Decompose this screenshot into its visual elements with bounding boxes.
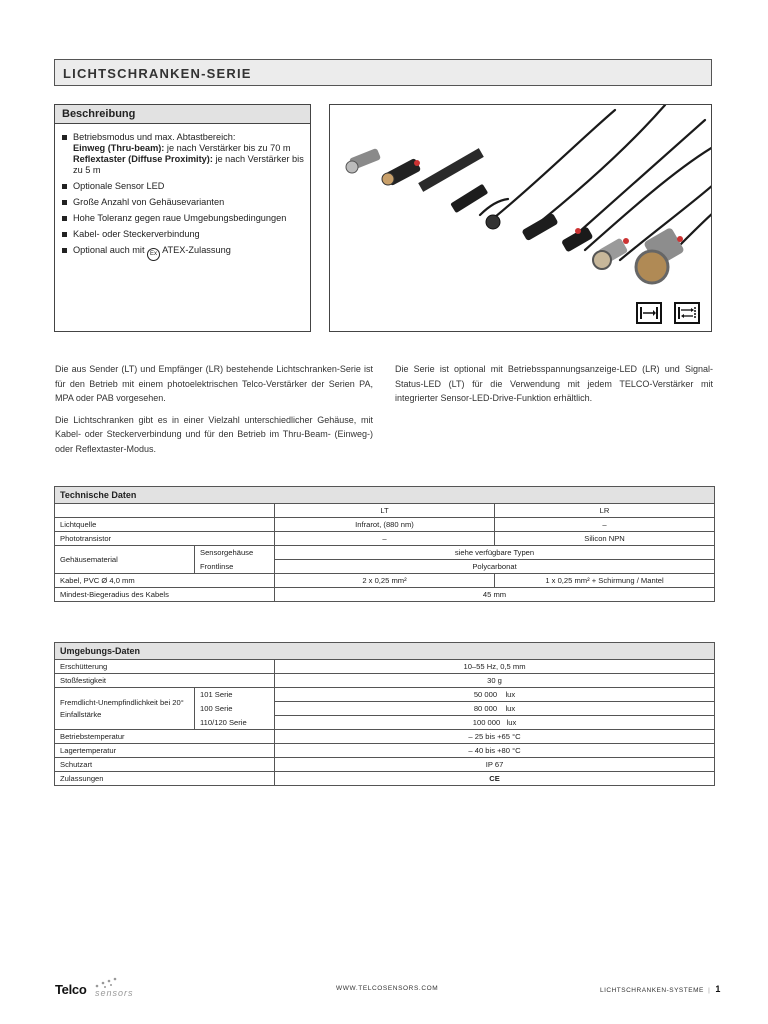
- technical-data-table: [54, 486, 715, 602]
- table-row: Stoßfestigkeit 30 g: [55, 674, 715, 688]
- sensor-product-illustration: [330, 105, 712, 332]
- column-header-lr: LR: [495, 504, 715, 518]
- intro-paragraph: Die Lichtschranken gibt es in einer Vielzahl unterschiedlicher Gehäuse, mit Kabel- oder Steckerverbindung und für den Betrieb im Thru-Beam- (Einweg-) oder Reflextaster-Modus.: [55, 414, 373, 454]
- column-header-lt: LT: [275, 504, 495, 518]
- table-row: 110/120 Serie 100 000 lux: [55, 716, 715, 730]
- feature-list: [55, 124, 310, 261]
- telco-logo: Telco sensors: [55, 978, 165, 1002]
- atex-ex-icon: Ex: [147, 248, 160, 261]
- table-row: Fremdlicht-Unempfindlichkeit bei 20° Einfallstärke 101 Serie 50 000 lux: [55, 688, 715, 702]
- table-row: Lichtquelle Infrarot, (880 nm) –: [55, 518, 715, 532]
- environment-data-heading: Umgebungs-Daten: [55, 643, 715, 660]
- table-row: Frontlinse Polycarbonat: [55, 560, 715, 574]
- table-row: Phototransistor – Silicon NPN: [55, 532, 715, 546]
- page-title-bar: [54, 59, 712, 86]
- table-row: Schutzart IP 67: [55, 758, 715, 772]
- page-title: LICHTSCHRANKEN-SERIE: [63, 66, 252, 81]
- table-row: 100 Serie 80 000 lux: [55, 702, 715, 716]
- table-row: Betriebstemperatur – 25 bis +65 °C: [55, 730, 715, 744]
- description-heading: Beschreibung: [55, 105, 310, 124]
- intro-left-column: [55, 362, 373, 463]
- feature-item-connection: Kabel- oder Steckerverbindung: [62, 229, 304, 240]
- table-row: Zulassungen CE: [55, 772, 715, 786]
- description-box: [54, 104, 311, 332]
- table-row: Mindest-Biegeradius des Kabels 45 mm: [55, 588, 715, 602]
- intro-right-column: [395, 362, 713, 413]
- thru-beam-mode-icon: [636, 302, 662, 324]
- feature-item-led: Optionale Sensor LED: [62, 181, 304, 192]
- feature-item-housing: Große Anzahl von Gehäusevarianten: [62, 197, 304, 208]
- feature-item-atex: Optional auch mit Ex ATEX-Zulassung: [62, 245, 304, 261]
- product-photo: [329, 104, 712, 332]
- footer-section: LICHTSCHRANKEN-SYSTEME | 1: [600, 984, 721, 994]
- table-row: [55, 504, 715, 518]
- logo-signal-icon: [91, 976, 121, 990]
- environment-data-table: [54, 642, 715, 786]
- page-number: 1: [715, 984, 721, 994]
- table-row: Erschütterung 10–55 Hz, 0,5 mm: [55, 660, 715, 674]
- feature-item-tolerance: Hohe Toleranz gegen raue Umgebungsbedingungen: [62, 213, 304, 224]
- table-row: Gehäusematerial Sensorgehäuse siehe verfügbare Typen: [55, 546, 715, 560]
- table-row: Kabel, PVC Ø 4,0 mm 2 x 0,25 mm² 1 x 0,25 mm² + Schirmung / Mantel: [55, 574, 715, 588]
- technical-data-heading: Technische Daten: [55, 487, 715, 504]
- table-row: Lagertemperatur – 40 bis +80 °C: [55, 744, 715, 758]
- diffuse-proximity-mode-icon: [674, 302, 700, 324]
- barrel-sensor: [346, 148, 685, 283]
- ce-mark-icon: CE: [275, 772, 715, 786]
- intro-paragraph: Die aus Sender (LT) und Empfänger (LR) bestehende Lichtschranken-Serie ist für den Betrieb mit einem photoelektrischen Telco-Verstärker der Serien PA, MPA oder PAB vorgesehen.: [55, 364, 373, 403]
- footer-website-link[interactable]: WWW.TELCOSENSORS.COM: [336, 985, 439, 992]
- intro-paragraph: Die Serie ist optional mit Betriebsspannungsanzeige-LED (LR) und Signal-Status-LED (LT) für die Verwendung mit jedem TELCO-Verstärker mit integrierter Sensor-LED-Drive-Funktion erhältlich.: [395, 364, 713, 403]
- feature-item-mode: Betriebsmodus und max. Abtastbereich: Einweg (Thru-beam): je nach Verstärker bis zu 70 m Reflextaster (Diffuse Proximity): je nach Verstärker bis zu 5 m: [62, 132, 304, 176]
